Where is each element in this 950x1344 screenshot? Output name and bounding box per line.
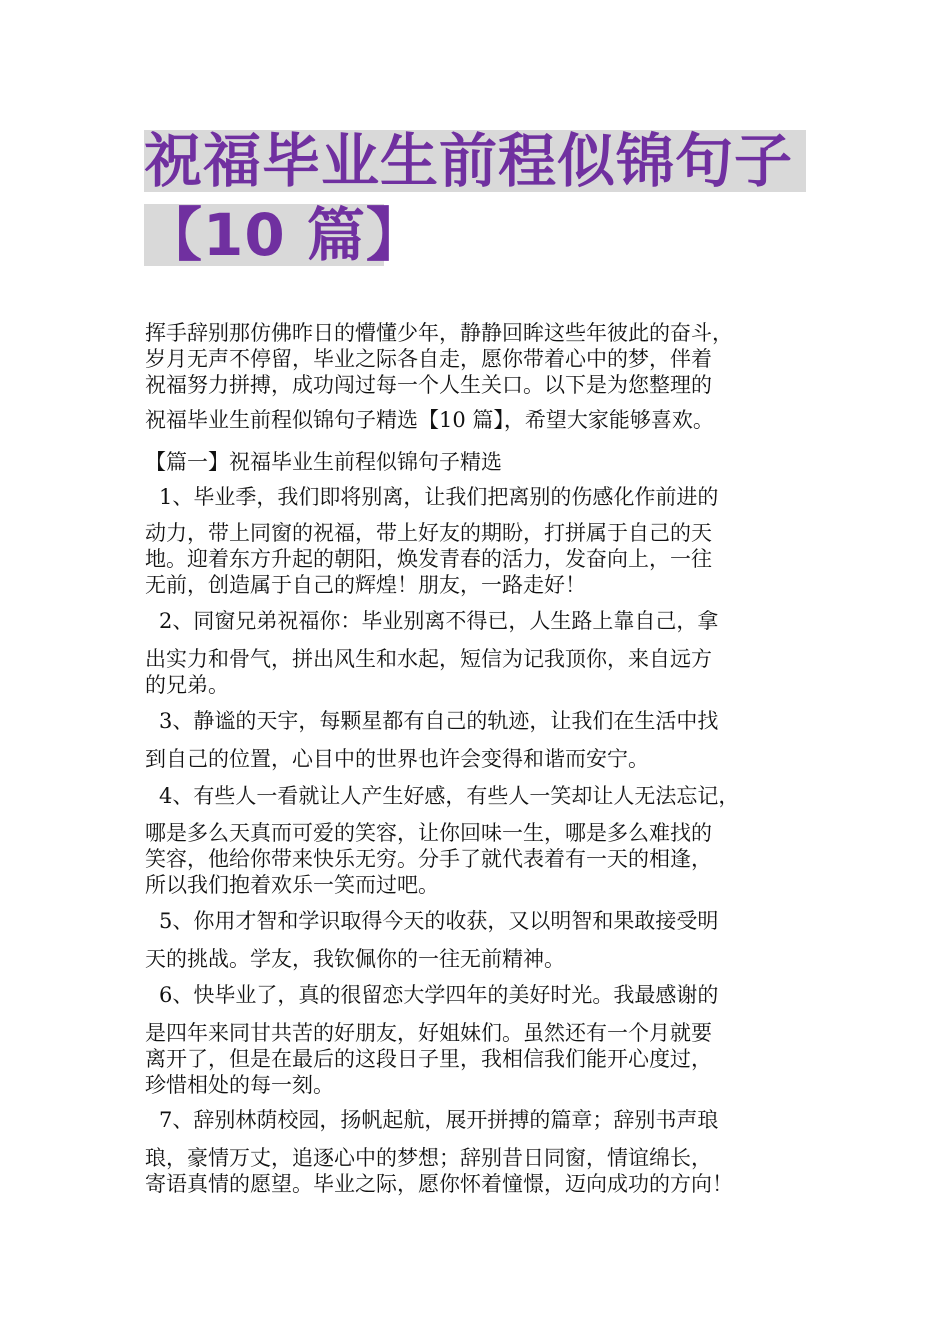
item-1-line: 1、毕业季，我们即将别离，让我们把离别的伤感化作前进的 bbox=[159, 485, 719, 509]
item-1-line: 地。迎着东方升起的朝阳，焕发青春的活力，发奋向上，一往 bbox=[145, 547, 712, 571]
item-3-line: 到自己的位置，心目中的世界也许会变得和谐而安宁。 bbox=[145, 747, 649, 771]
item-6-line: 离开了，但是在最后的这段日子里，我相信我们能开心度过， bbox=[145, 1047, 712, 1071]
section-heading: 【篇一】祝福毕业生前程似锦句子精选 bbox=[145, 450, 502, 474]
item-1-line: 无前，创造属于自己的辉煌！朋友，一路走好！ bbox=[145, 573, 586, 597]
item-6-line: 6、快毕业了，真的很留恋大学四年的美好时光。我最感谢的 bbox=[159, 983, 719, 1007]
intro-line: 挥手辞别那仿佛昨日的懵懂少年，静静回眸这些年彼此的奋斗， bbox=[145, 321, 733, 345]
document-title-line-2: 【10 篇】 bbox=[144, 201, 425, 269]
intro-line: 祝福毕业生前程似锦句子精选【10 篇】，希望大家能够喜欢。 bbox=[145, 408, 714, 432]
item-4-line: 所以我们抱着欢乐一笑而过吧。 bbox=[145, 873, 439, 897]
item-7-line: 寄语真情的愿望。毕业之际，愿你怀着憧憬，迈向成功的方向！ bbox=[145, 1172, 733, 1196]
item-5-line: 5、你用才智和学识取得今天的收获，又以明智和果敢接受明 bbox=[159, 909, 719, 933]
item-7-line: 琅，豪情万丈，追逐心中的梦想；辞别昔日同窗，情谊绵长， bbox=[145, 1146, 712, 1170]
item-2-line: 的兄弟。 bbox=[145, 673, 229, 697]
intro-line: 祝福努力拼搏，成功闯过每一个人生关口。以下是为您整理的 bbox=[145, 373, 712, 397]
item-7-line: 7、辞别林荫校园，扬帆起航，展开拼搏的篇章；辞别书声琅 bbox=[159, 1108, 719, 1132]
item-2-line: 2、同窗兄弟祝福你：毕业别离不得已，人生路上靠自己，拿 bbox=[159, 609, 719, 633]
intro-line: 岁月无声不停留，毕业之际各自走，愿你带着心中的梦，伴着 bbox=[145, 347, 712, 371]
item-4-line: 哪是多么天真而可爱的笑容，让你回味一生，哪是多么难找的 bbox=[145, 821, 712, 845]
item-6-line: 珍惜相处的每一刻。 bbox=[145, 1073, 334, 1097]
item-6-line: 是四年来同甘共苦的好朋友，好姐妹们。虽然还有一个月就要 bbox=[145, 1021, 712, 1045]
document-title-line-1: 祝福毕业生前程似锦句子 bbox=[144, 130, 806, 192]
item-3-line: 3、静谧的天宇，每颗星都有自己的轨迹，让我们在生活中找 bbox=[159, 709, 719, 733]
item-2-line: 出实力和骨气，拼出风生和水起，短信为记我顶你，来自远方 bbox=[145, 647, 712, 671]
item-1-line: 动力，带上同窗的祝福，带上好友的期盼，打拼属于自己的天 bbox=[145, 521, 712, 545]
item-4-line: 笑容，他给你带来快乐无穷。分手了就代表着有一天的相逢， bbox=[145, 847, 712, 871]
item-5-line: 天的挑战。学友，我钦佩你的一往无前精神。 bbox=[145, 947, 565, 971]
item-4-line: 4、有些人一看就让人产生好感，有些人一笑却让人无法忘记， bbox=[159, 784, 740, 808]
